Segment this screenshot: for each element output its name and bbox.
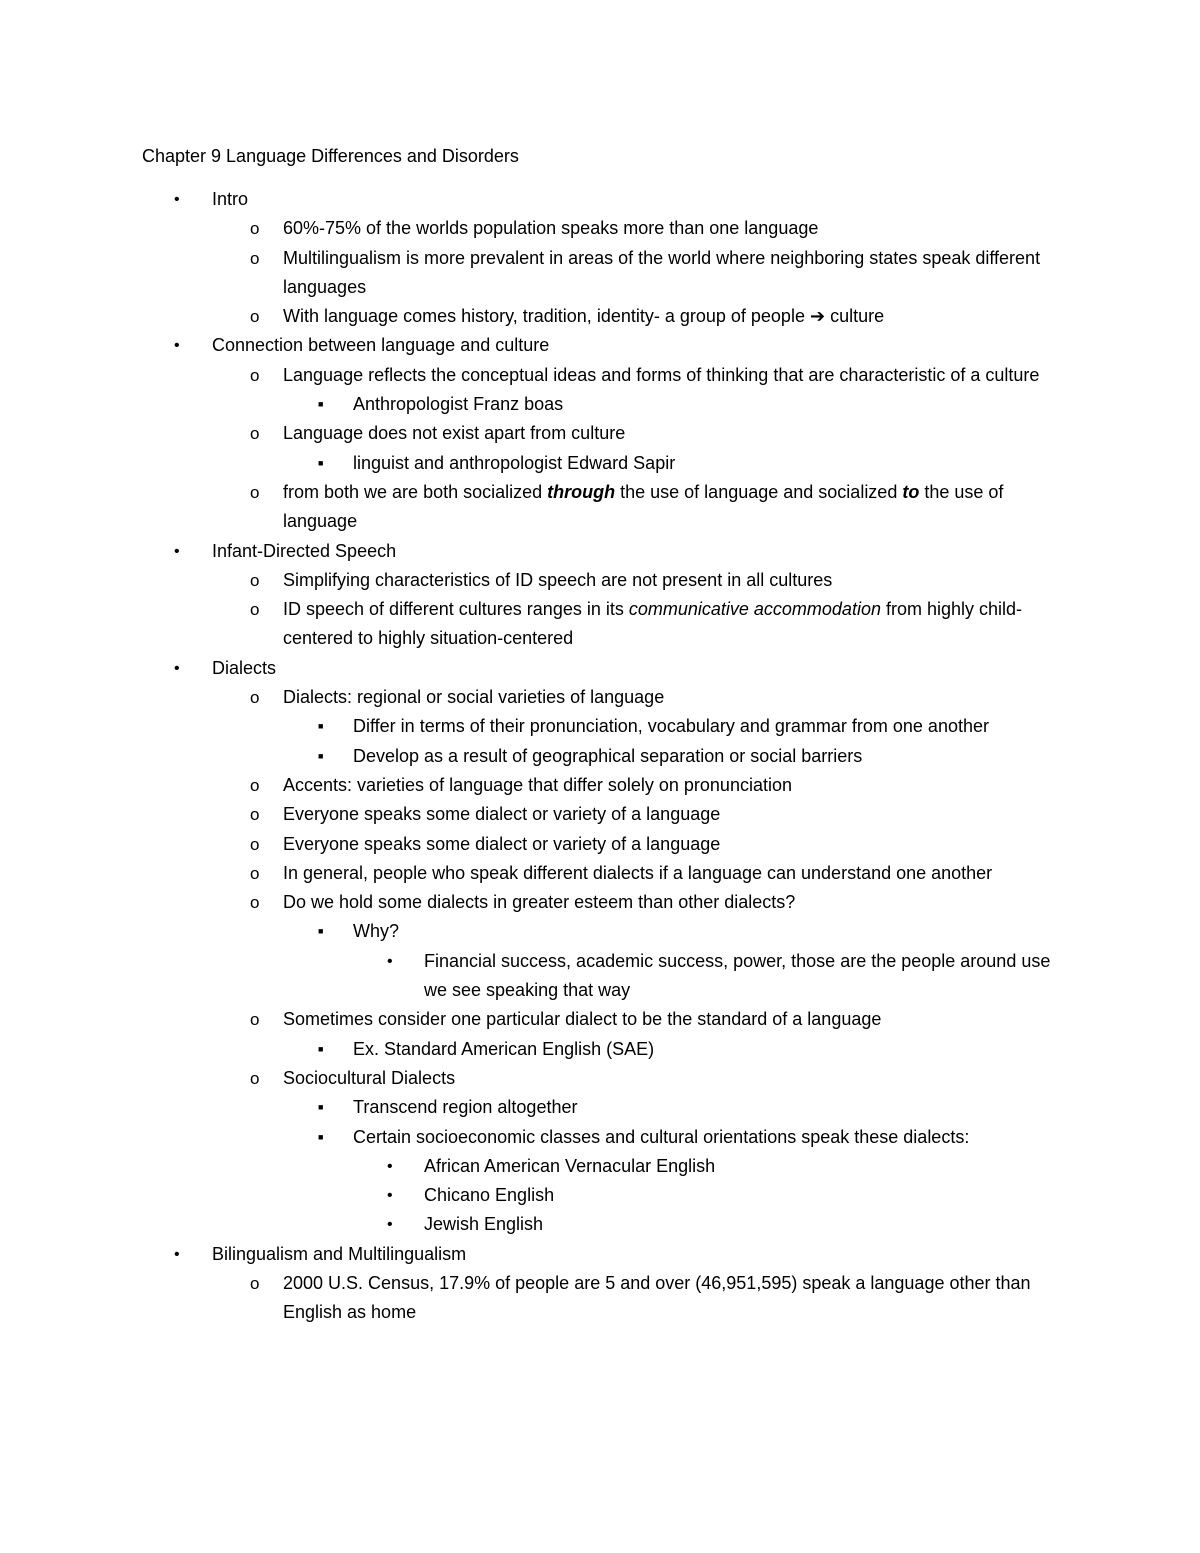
emphasis-text: to [902,481,920,502]
bullet-icon: • [174,1245,180,1263]
text-run: from highly child-centered to highly situation-centered [283,599,1023,649]
bullet-icon: • [174,337,180,355]
list-item-text: Everyone speaks some dialect or variety of a language [283,804,721,825]
bullet-icon: • [387,1216,393,1234]
list-item [0,947,1064,1006]
emphasis-text: through [547,481,616,502]
list-item [0,361,1063,390]
circle-bullet-icon: o [250,424,260,444]
circle-bullet-icon: o [250,219,260,239]
circle-bullet-icon: o [250,365,260,385]
list-item [0,800,1063,829]
circle-bullet-icon: o [250,1010,260,1030]
square-bullet-icon: ■ [318,399,324,410]
circle-bullet-icon: o [250,775,260,795]
list-item [0,566,1063,595]
square-bullet-icon: ■ [318,721,324,732]
bullet-icon: • [174,542,180,560]
circle-bullet-icon: o [250,570,260,590]
arrow-right-icon: ➔ [809,306,826,327]
circle-bullet-icon: o [250,834,260,854]
circle-bullet-icon: o [250,1068,260,1088]
list-item-bilingualism [0,1240,1062,1269]
list-item-text: Connection between language and culture [212,335,550,356]
list-item-text: Sometimes consider one particular dialect to be the standard of a language [283,1009,882,1030]
list-item-text: Infant-Directed Speech [212,540,397,561]
list-item [0,917,1063,946]
list-item [0,1123,1063,1152]
list-item [0,1093,1063,1122]
square-bullet-icon: ■ [318,750,324,761]
text-run: the use of language and socialized [615,481,903,502]
list-item [0,214,1063,243]
list-item-text [283,595,1063,654]
bullet-icon: • [387,952,393,970]
list-item-text: Financial success, academic success, power, those are the people around use we see speaking that way [424,950,1051,1001]
list-item [0,302,1063,331]
list-item-text: African American Vernacular English [424,1155,716,1176]
square-bullet-icon: ■ [318,457,324,468]
list-item-text: Sociocultural Dialects [283,1067,456,1088]
list-item [0,449,1063,478]
list-item [0,859,1063,888]
text-run: culture [825,306,885,327]
square-bullet-icon: ■ [318,1102,324,1113]
list-item [0,742,1063,771]
bullet-icon: • [174,191,180,208]
list-item-connection [0,331,1062,360]
list-item-text: Simplifying characteristics of ID speech are not present in all cultures [283,569,833,590]
bullet-icon: • [174,659,180,677]
list-item-text: Develop as a result of geographical separation or social barriers [353,745,863,766]
text-run: ID speech of different cultures ranges in its [283,599,629,620]
circle-bullet-icon: o [250,863,260,883]
list-item [0,244,1063,303]
list-item-text: Language does not exist apart from culture [283,423,626,444]
list-item [0,1181,1064,1210]
list-item-text [283,478,1063,537]
list-item-text: Accents: varieties of language that differ solely on pronunciation [283,774,792,795]
list-item [0,1064,1063,1093]
list-item [0,1035,1063,1064]
list-item [0,771,1063,800]
circle-bullet-icon: o [250,1273,260,1293]
list-item [0,1005,1063,1034]
list-item [0,712,1063,741]
circle-bullet-icon: o [250,307,260,327]
list-item-text: 60%-75% of the worlds population speaks more than one language [283,218,819,239]
list-item-text: Intro [212,189,249,209]
list-item-text: Why? [353,921,400,942]
list-item-text: Anthropologist Franz boas [353,394,564,415]
list-item-text: In general, people who speak different dialects if a language can understand one another [283,862,993,883]
list-item-text [283,302,1063,331]
list-item-text: Dialects: regional or social varieties of language [283,687,665,708]
list-item [0,390,1063,419]
text-run: the use of language [283,481,1004,532]
emphasis-text: communicative accommodation [628,599,881,620]
list-item [0,478,1063,537]
list-item-text: Bilingualism and Multilingualism [212,1243,467,1264]
list-item-text: 2000 U.S. Census, 17.9% of people are 5 and over (46,951,595) speak a language other than English as home [283,1272,1031,1323]
bullet-icon: • [387,1187,393,1205]
list-item-text: Jewish English [424,1214,544,1235]
circle-bullet-icon: o [250,600,260,620]
list-item-text: Do we hold some dialects in greater esteem than other dialects? [283,892,796,913]
list-item-infant-directed-speech [0,537,1062,566]
list-item [0,683,1063,712]
bullet-icon: • [387,1157,393,1175]
text-run: from both we are both socialized [283,481,548,502]
list-item [0,1152,1064,1181]
list-item-text: Chicano English [424,1185,555,1206]
circle-bullet-icon: o [250,248,260,268]
square-bullet-icon: ■ [318,926,324,937]
list-item-text: Everyone speaks some dialect or variety of a language [283,833,721,854]
notes-outline [0,185,1200,1328]
list-item-text: Ex. Standard American English (SAE) [353,1038,655,1059]
list-item [0,419,1063,448]
circle-bullet-icon: o [250,893,260,913]
list-item [0,1210,1064,1239]
circle-bullet-icon: o [250,482,260,502]
page-title: Chapter 9 Language Differences and Disorders [142,146,519,166]
list-item-text: Transcend region altogether [353,1097,578,1118]
list-item [0,830,1063,859]
list-item [0,595,1063,654]
list-item-text: Multilingualism is more prevalent in areas of the world where neighboring states speak different languages [283,247,1041,297]
list-item [0,888,1063,917]
square-bullet-icon: ■ [318,1131,324,1142]
list-item-intro [0,185,1062,214]
circle-bullet-icon: o [250,805,260,825]
list-item-text: Certain socioeconomic classes and cultural orientations speak these dialects: [353,1126,970,1147]
list-item-text: linguist and anthropologist Edward Sapir [353,452,676,473]
list-item [0,1269,1063,1328]
square-bullet-icon: ■ [318,1043,324,1054]
list-item-text: Differ in terms of their pronunciation, vocabulary and grammar from one another [353,716,989,737]
text-run: With language comes history, tradition, identity- a group of people [283,306,810,327]
list-item-text: Language reflects the conceptual ideas and forms of thinking that are characteristic of a culture [283,364,1040,385]
circle-bullet-icon: o [250,688,260,708]
list-item-text: Dialects [212,657,277,678]
list-item-dialects [0,654,1062,683]
